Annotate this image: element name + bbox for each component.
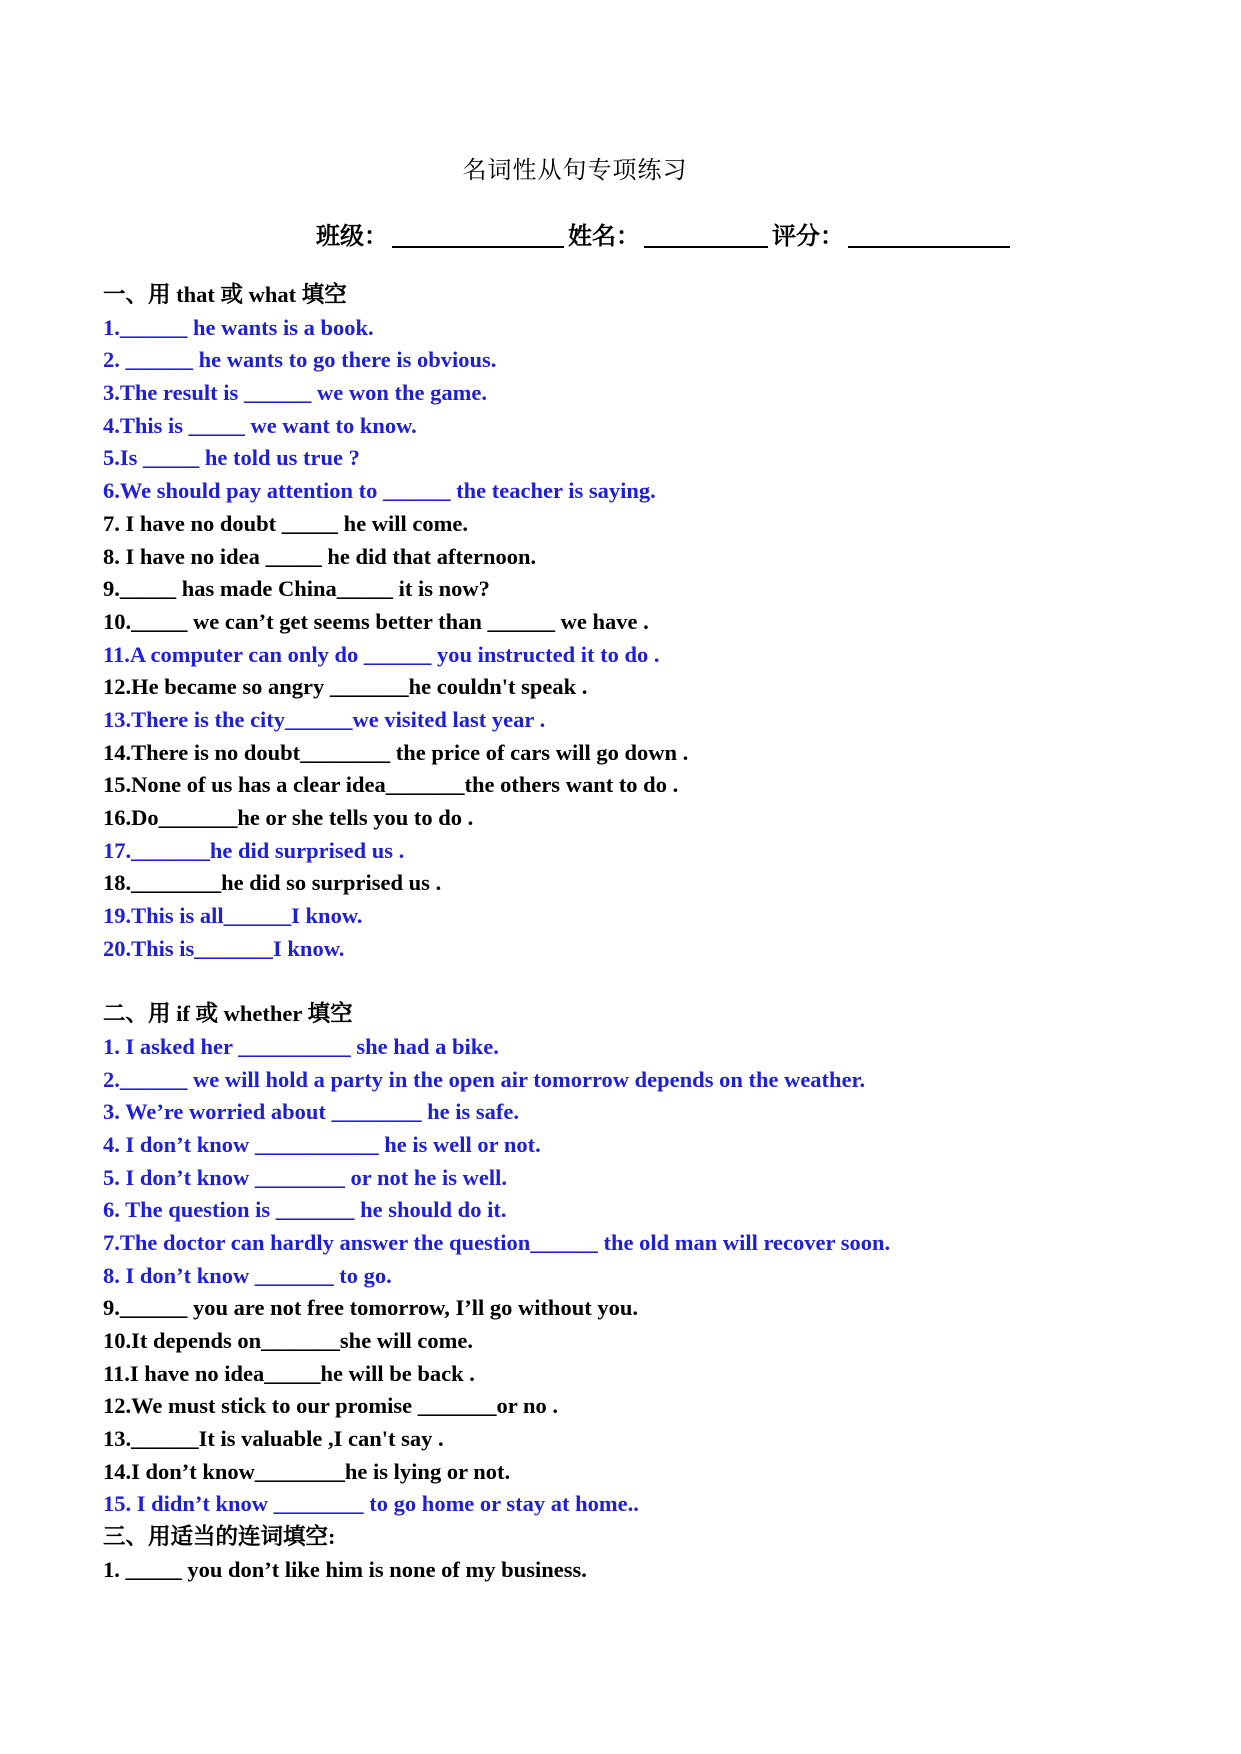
exercise-line: 4. I don’t know ___________ he is well or not. <box>103 1131 541 1157</box>
exercise-line: 6. The question is _______ he should do it. <box>103 1197 507 1223</box>
page-title: 名词性从句专项练习 <box>462 158 688 184</box>
exercise-line: 15.None of us has a clear idea_______the others want to do . <box>103 772 679 798</box>
exercise-line: 12.We must stick to our promise _______or no . <box>103 1393 559 1419</box>
exercise-line: 1. I asked her __________ she had a bike. <box>103 1033 499 1059</box>
exercise-line: 6.We should pay attention to ______ the teacher is saying. <box>103 478 656 504</box>
exercise-line: 18.________he did so surprised us . <box>103 870 442 896</box>
score-label: 评分： <box>772 224 844 250</box>
exercise-line: 3. We’re worried about ________ he is safe. <box>103 1099 520 1125</box>
name-blank[interactable] <box>644 222 768 248</box>
exercise-line: 3.The result is ______ we won the game. <box>103 380 487 406</box>
section-heading: 一、用 that 或 what 填空 <box>103 282 347 307</box>
exercise-line: 19.This is all______I know. <box>103 903 363 929</box>
exercise-line: 16.Do_______he or she tells you to do . <box>103 805 474 830</box>
exercise-line: 17._______he did surprised us . <box>103 837 405 863</box>
exercise-line: 11.A computer can only do ______ you instructed it to do . <box>103 641 660 667</box>
class-blank[interactable] <box>392 222 564 248</box>
spacer <box>103 965 1203 998</box>
exercise-line: 9.______ you are not free tomorrow, I’ll go without you. <box>103 1295 638 1321</box>
exercise-line: 1. _____ you don’t like him is none of my business. <box>103 1556 587 1582</box>
exercise-line: 13.There is the city______we visited last year . <box>103 706 546 732</box>
exercise-line: 20.This is_______I know. <box>103 935 345 961</box>
exercise-line: 5.Is _____ he told us true ? <box>103 445 360 471</box>
score-blank[interactable] <box>848 222 1010 248</box>
exercise-line: 4.This is _____ we want to know. <box>103 412 417 438</box>
section-heading: 三、用适当的连词填空: <box>103 1524 336 1550</box>
student-info-row <box>316 216 1014 251</box>
exercise-line: 8. I don’t know _______ to go. <box>103 1262 392 1288</box>
exercise-line: 7.The doctor can hardly answer the question______ the old man will recover soon. <box>103 1229 891 1255</box>
exercise-line: 8. I have no idea _____ he did that afternoon. <box>103 543 537 569</box>
exercise-line: 10._____ we can’t get seems better than ______ we have . <box>103 608 649 634</box>
exercise-line: 2. ______ he wants to go there is obvious. <box>103 347 497 373</box>
exercise-line: 7. I have no doubt _____ he will come. <box>103 510 469 536</box>
exercise-line: 11.I have no idea_____he will be back . <box>103 1360 475 1386</box>
exercise-line: 12.He became so angry _______he couldn't speak . <box>103 674 588 700</box>
name-label: 姓名： <box>568 224 640 250</box>
exercise-line: 5. I don’t know ________ or not he is well. <box>103 1164 508 1190</box>
exercise-line: 14.There is no doubt________ the price of cars will go down . <box>103 739 689 765</box>
class-label: 班级： <box>316 224 388 250</box>
exercise-line: 13.______It is valuable ,I can't say . <box>103 1426 444 1452</box>
exercise-line: 1.______ he wants is a book. <box>103 314 374 340</box>
exercise-line: 14.I don’t know________he is lying or not. <box>103 1458 511 1484</box>
section-heading: 二、用 if 或 whether 填空 <box>103 1001 353 1027</box>
exercise-line: 15. I didn’t know ________ to go home or stay at home.. <box>103 1491 639 1517</box>
exercise-line: 10.It depends on_______she will come. <box>103 1328 474 1353</box>
exercise-line: 2.______ we will hold a party in the open air tomorrow depends on the weather. <box>103 1066 866 1092</box>
exercise-line: 9._____ has made China_____ it is now? <box>103 576 490 602</box>
exercise-list <box>103 279 1203 1587</box>
